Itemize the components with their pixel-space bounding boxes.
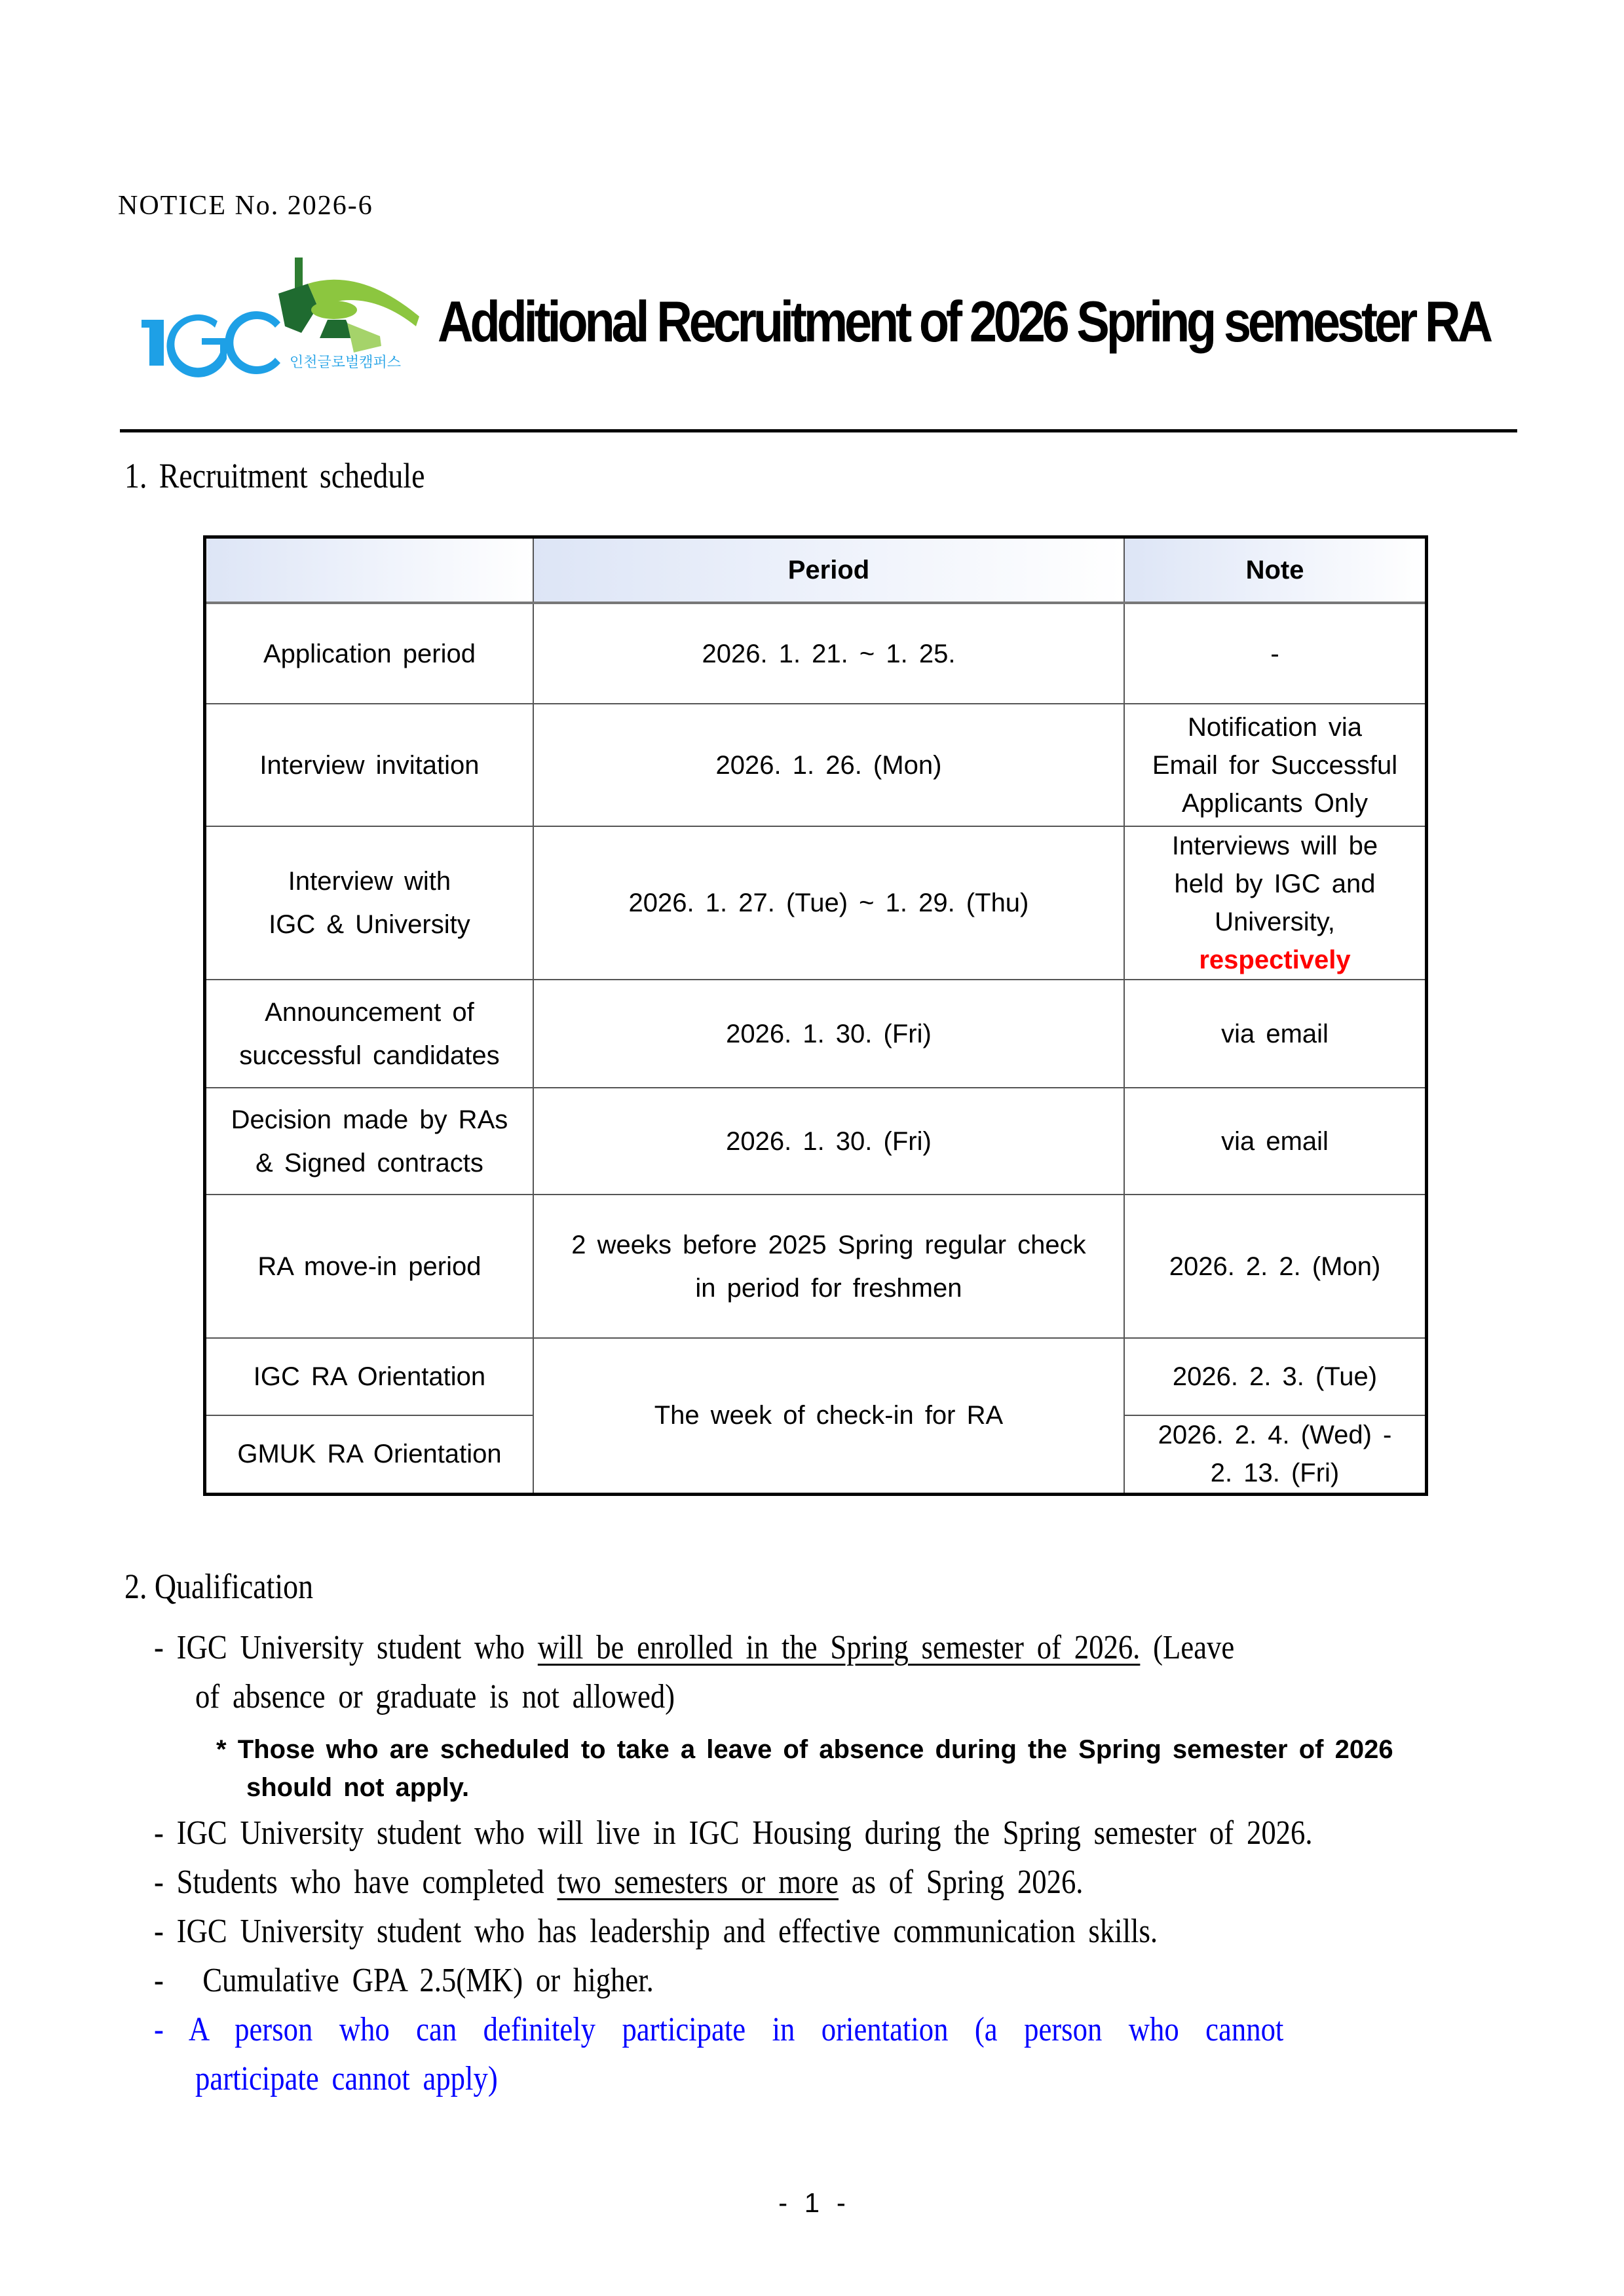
table-row [205, 980, 1427, 1088]
qual-underlined-text: will be enrolled in the Spring semester of 2026. [537, 1629, 1141, 1666]
qual-underlined-text: two semesters or more [557, 1864, 839, 1901]
qual-text: of absence or graduate is not allowed) [195, 1678, 675, 1715]
row-note [1124, 1088, 1426, 1195]
row-note [1124, 1415, 1426, 1494]
row-period-text: 2026. 1. 26. (Mon) [715, 750, 942, 780]
table-row [205, 704, 1427, 826]
row-note [1124, 1338, 1426, 1415]
notice-number: NOTICE No. 2026-6 [118, 191, 373, 221]
recruitment-schedule-table [203, 535, 1428, 1496]
row-period-text: 2 weeks before 2025 Spring regular check [571, 1230, 1086, 1259]
row-label [205, 980, 533, 1088]
row-label-text: successful candidates [239, 1041, 500, 1070]
row-label [205, 603, 533, 704]
leave-of-absence-note [216, 1735, 1393, 1765]
row-period-text: 2026. 1. 27. (Tue) ~ 1. 29. (Thu) [628, 889, 1029, 917]
asterisk: * [216, 1735, 227, 1764]
row-period-text: The week of check-in for RA [654, 1401, 1004, 1430]
row-label [205, 1088, 533, 1195]
qual-text: as of Spring 2026. [838, 1864, 1084, 1901]
row-period-text: in period for freshmen [695, 1273, 962, 1303]
qualification-item-enrollment-cont [195, 1677, 1525, 1716]
row-period [533, 1088, 1124, 1195]
row-label [205, 1338, 533, 1415]
row-note-text: 2026. 2. 4. (Wed) - [1158, 1421, 1392, 1450]
row-label-text: Interview with [288, 867, 451, 896]
row-note [1124, 603, 1426, 704]
row-label-text: Application period [263, 639, 476, 668]
table-row [205, 1338, 1427, 1415]
header-cell-period: Period [533, 537, 1124, 603]
campus-building-icon [138, 254, 426, 385]
qualification-item-orientation-cont [195, 2059, 1525, 2098]
logo-oval [311, 301, 357, 319]
row-note-text: Applicants Only [1182, 788, 1368, 818]
row-note [1124, 980, 1426, 1088]
qual-text: - IGC University student who will live in IGC Housing during the Spring semester of 2026. [154, 1814, 1313, 1852]
qual-text: - IGC University student who [154, 1629, 538, 1666]
row-period-text: 2026. 1. 21. ~ 1. 25. [702, 639, 956, 668]
qual-text: - IGC University student who has leadership and effective communication skills. [154, 1913, 1158, 1950]
row-note-text: 2. 13. (Fri) [1210, 1459, 1340, 1488]
qual-text: participate cannot apply) [195, 2060, 498, 2097]
emphasis-respectively: respectively [1199, 946, 1351, 974]
logo-letter-g [166, 315, 227, 377]
row-note-text: University, [1215, 908, 1335, 936]
row-note-text: via email [1221, 1126, 1329, 1156]
row-note-text: 2026. 2. 2. (Mon) [1169, 1252, 1381, 1281]
row-note-text: via email [1221, 1019, 1329, 1048]
note-text: Those who are scheduled to take a leave of absence during the Spring semester of 2026 [237, 1735, 1393, 1764]
leave-of-absence-note-cont [246, 1773, 469, 1803]
header-cell-note: Note [1124, 537, 1426, 603]
row-label-text: IGC RA Orientation [253, 1362, 486, 1391]
logo-wing [347, 323, 381, 353]
qualification-item-enrollment [154, 1628, 1484, 1667]
table-row [205, 826, 1427, 980]
row-period [533, 980, 1124, 1088]
row-period [533, 1195, 1124, 1338]
row-label-text: RA move-in period [257, 1252, 482, 1281]
row-note-text: Notification via [1187, 712, 1363, 742]
row-label-text: Interview invitation [259, 750, 480, 780]
table-row [205, 1195, 1427, 1338]
igc-logo [138, 254, 426, 385]
row-note [1124, 704, 1426, 826]
qual-text: - Students who have completed [154, 1864, 557, 1901]
logo-tower [295, 258, 303, 290]
row-note-text: 2026. 2. 3. (Tue) [1172, 1362, 1378, 1391]
qual-text: (Leave [1140, 1629, 1235, 1666]
row-note-text: Email for Successful [1152, 750, 1398, 780]
qual-text: - Cumulative GPA 2.5(MK) or higher. [154, 1962, 654, 1999]
row-period [533, 826, 1124, 980]
row-label [205, 704, 533, 826]
row-label-text: Decision made by RAs [231, 1105, 508, 1134]
logo-letter-i-serif [142, 320, 156, 328]
row-period-merged [533, 1338, 1124, 1494]
row-period [533, 704, 1124, 826]
row-note [1124, 826, 1426, 980]
row-label-text: & Signed contracts [255, 1148, 483, 1177]
page-number: - 1 - [778, 2187, 846, 2218]
row-label-text: GMUK RA Orientation [237, 1440, 502, 1469]
row-note-text: Interviews will be [1171, 832, 1378, 860]
table-row [205, 603, 1427, 704]
qualification-item-housing [154, 1814, 1484, 1852]
row-period-text: 2026. 1. 30. (Fri) [726, 1126, 932, 1156]
row-label [205, 1415, 533, 1494]
logo-letter-c [225, 311, 280, 374]
row-label-text: Announcement of [265, 997, 474, 1027]
qual-text: - A person who can definitely participate in orientation (a person who cannot [154, 2011, 1284, 2048]
section-heading-schedule: 1. Recruitment schedule [124, 456, 425, 495]
qualification-item-gpa [154, 1961, 1484, 2000]
row-label [205, 1195, 533, 1338]
qualification-item-orientation [154, 2010, 1484, 2049]
table-header-row [205, 537, 1427, 603]
row-label [205, 826, 533, 980]
logo-korean-subtitle: 인천글로벌캠퍼스 [290, 354, 402, 371]
note-text: should not apply. [246, 1773, 470, 1802]
row-label-text: IGC & University [269, 910, 470, 939]
qualification-item-leadership [154, 1912, 1484, 1951]
page-title: Additional Recruitment of 2026 Spring semester RA [438, 289, 1490, 354]
row-period [533, 603, 1124, 704]
section-heading-qualification: 2. Qualification [124, 1567, 314, 1606]
row-note-text: held by IGC and [1174, 870, 1376, 898]
row-period-text: 2026. 1. 30. (Fri) [726, 1019, 932, 1048]
row-note [1124, 1195, 1426, 1338]
header-cell-label [205, 537, 533, 603]
qualification-item-semesters [154, 1863, 1484, 1902]
row-note-text: - [1270, 639, 1279, 668]
table-row [205, 1088, 1427, 1195]
title-divider [120, 429, 1517, 432]
